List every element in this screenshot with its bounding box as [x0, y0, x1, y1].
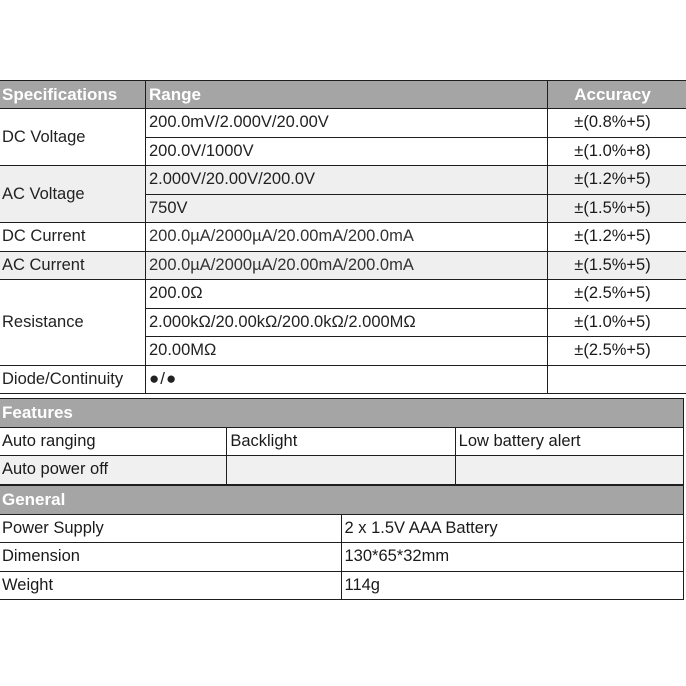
- general-value: 114g: [341, 571, 684, 600]
- features-table: [0, 398, 684, 485]
- general-label: Power Supply: [0, 514, 341, 543]
- general-title: General: [0, 486, 684, 515]
- header-accuracy: Accuracy: [548, 81, 686, 109]
- feature-cell: Backlight: [227, 427, 455, 456]
- features-header-row: [0, 399, 684, 428]
- row-label-ac-current: AC Current: [0, 251, 146, 280]
- table-row: [0, 427, 684, 456]
- range-cell: 20.00MΩ: [146, 337, 548, 366]
- range-cell: 2.000V/20.00V/200.0V: [146, 166, 548, 195]
- table-row: [0, 280, 686, 309]
- table-row: [0, 251, 686, 280]
- diode-continuity-symbols: ●/●: [146, 365, 548, 394]
- general-table: [0, 485, 684, 600]
- feature-cell: [227, 456, 455, 485]
- table-row: [0, 166, 686, 195]
- accuracy-cell: ±(1.0%+5): [548, 308, 686, 337]
- general-label: Weight: [0, 571, 341, 600]
- feature-cell: Auto power off: [0, 456, 227, 485]
- row-label-ac-voltage: AC Voltage: [0, 166, 146, 223]
- general-value: 130*65*32mm: [341, 543, 684, 572]
- accuracy-cell: ±(2.5%+5): [548, 280, 686, 309]
- general-label: Dimension: [0, 543, 341, 572]
- accuracy-cell: ±(1.2%+5): [548, 223, 686, 252]
- row-label-resistance: Resistance: [0, 280, 146, 366]
- spec-header-row: [0, 81, 686, 109]
- table-row: [0, 365, 686, 394]
- accuracy-cell: ±(1.5%+5): [548, 194, 686, 223]
- accuracy-cell: ±(1.0%+8): [548, 137, 686, 166]
- range-cell: 200.0µA/2000µA/20.00mA/200.0mA: [146, 223, 548, 252]
- table-row: [0, 543, 684, 572]
- row-label-dc-voltage: DC Voltage: [0, 109, 146, 166]
- table-row: [0, 514, 684, 543]
- features-title: Features: [0, 399, 684, 428]
- range-cell: 200.0V/1000V: [146, 137, 548, 166]
- table-row: [0, 109, 686, 138]
- range-cell: 2.000kΩ/20.00kΩ/200.0kΩ/2.000MΩ: [146, 308, 548, 337]
- table-row: [0, 571, 684, 600]
- accuracy-cell: ±(1.5%+5): [548, 251, 686, 280]
- feature-cell: Low battery alert: [455, 427, 683, 456]
- range-cell: 200.0µA/2000µA/20.00mA/200.0mA: [146, 251, 548, 280]
- feature-cell: [455, 456, 683, 485]
- feature-cell: Auto ranging: [0, 427, 227, 456]
- accuracy-cell: [548, 365, 686, 394]
- accuracy-cell: ±(2.5%+5): [548, 337, 686, 366]
- range-cell: 200.0mV/2.000V/20.00V: [146, 109, 548, 138]
- accuracy-cell: ±(1.2%+5): [548, 166, 686, 195]
- row-label-dc-current: DC Current: [0, 223, 146, 252]
- range-cell: 200.0Ω: [146, 280, 548, 309]
- header-range: Range: [146, 81, 548, 109]
- table-row: [0, 223, 686, 252]
- general-value: 2 x 1.5V AAA Battery: [341, 514, 684, 543]
- accuracy-cell: ±(0.8%+5): [548, 109, 686, 138]
- range-cell: 750V: [146, 194, 548, 223]
- general-header-row: [0, 486, 684, 515]
- row-label-diode-continuity: Diode/Continuity: [0, 365, 146, 394]
- header-specifications: Specifications: [0, 81, 146, 109]
- table-row: [0, 456, 684, 485]
- specifications-table: [0, 80, 686, 394]
